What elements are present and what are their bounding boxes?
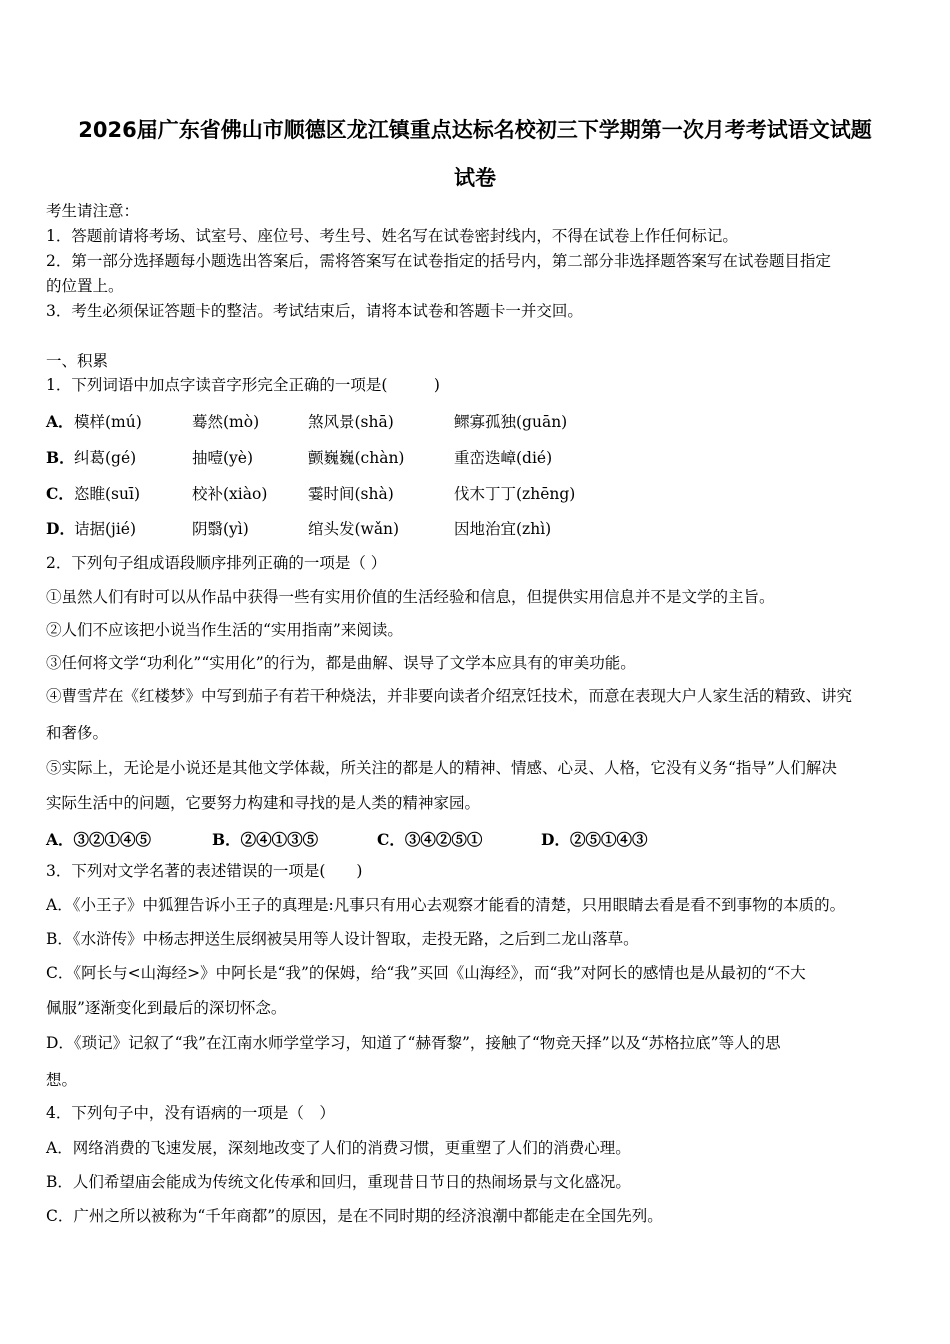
option-word: 阴翳(yì) [192,520,249,538]
question-3-line: 想。 [46,1071,78,1089]
title-line-2: 试卷 [454,166,496,190]
question-3-line: D．《琐记》记叙了“我”在江南水师学堂学习，知道了“赫胥黎”，接触了“物竞天择”以及“苏格拉底”等人的思 [46,1034,781,1052]
option-word: 重峦迭嶂(dié) [454,449,553,467]
title-line-1: 2026届广东省佛山市顺德区龙江镇重点达标名校初三下学期第一次月考考试语文试题 [78,118,872,142]
question-2-line: ⑤实际上，无论是小说还是其他文学体裁，所关注的都是人的精神、情感、心灵、人格，它没有义务“指导”人们解决 [46,759,837,777]
option-word: 恣睢(suī) [74,485,140,503]
option-word: 纠葛(gé) [74,449,137,467]
question-2-stem: 2．下列句子组成语段顺序排列正确的一项是（ ） [46,554,387,572]
section-heading: 一、积累 [46,352,109,370]
option-word: 霎时间(shà) [308,485,394,503]
option-word: 颤巍巍(chàn) [308,449,405,467]
option-word: 绾头发(wǎn) [308,520,400,538]
option-word: 抽噎(yè) [192,449,254,467]
option-word: 因地治宜(zhì) [454,520,552,538]
notice-item: 的位置上。 [46,277,124,295]
option-label: D． [46,519,75,538]
question-2-option-d: D．②⑤①④③ [541,830,648,849]
notice-item: 3．考生必须保证答题卡的整洁。考试结束后，请将本试卷和答题卡一并交回。 [46,302,583,320]
option-word: 伐木丁丁(zhēng) [454,485,576,503]
option-word: 蓦然(mò) [192,413,260,431]
option-label: C． [46,484,74,503]
question-3-line: A．《小王子》中狐狸告诉小王子的真理是:凡事只有用心去观察才能看的清楚，只用眼睛去看是看不到事物的本质的。 [46,896,846,914]
question-4-stem: 4．下列句子中，没有语病的一项是（ ） [46,1104,335,1122]
question-3-line: 佩服”逐渐变化到最后的深切怀念。 [46,999,287,1017]
option-word: 校补(xiào) [192,485,268,503]
question-2-line: ④曹雪芹在《红楼梦》中写到茄子有若干种烧法，并非要向读者介绍烹饪技术，而意在表现大户人家生活的精致、讲究 [46,687,853,705]
notice-item: 2．第一部分选择题每小题选出答案后，需将答案写在试卷指定的括号内，第二部分非选择题答案写在试卷题目指定 [46,252,831,270]
option-label: B． [46,448,75,467]
question-3-stem: 3．下列对文学名著的表述错误的一项是( ) [46,862,363,880]
question-2-line: 和奢侈。 [46,724,109,742]
question-2-line: ①虽然人们有时可以从作品中获得一些有实用价值的生活经验和信息，但提供实用信息并不是文学的主旨。 [46,588,775,606]
question-1-stem: 1．下列词语中加点字读音字形完全正确的一项是( ) [46,376,440,394]
question-2-line: 实际生活中的问题，它要努力构建和寻找的是人类的精神家园。 [46,794,481,812]
notice-item: 1．答题前请将考场、试室号、座位号、考生号、姓名写在试卷密封线内，不得在试卷上作任何标记。 [46,227,738,245]
question-3-line: B．《水浒传》中杨志押送生辰纲被吴用等人设计智取，走投无路，之后到二龙山落草。 [46,930,639,948]
option-word: 模样(mú) [74,413,142,431]
question-2-option-b: B．②④①③⑤ [212,830,319,849]
question-4-line: A．网络消费的飞速发展，深刻地改变了人们的消费习惯，更重塑了人们的消费心理。 [46,1139,631,1157]
question-4-line: B．人们希望庙会能成为传统文化传承和回归，重现昔日节日的热闹场景与文化盛况。 [46,1173,631,1191]
notice-heading: 考生请注意： [46,202,140,220]
question-4-line: C．广州之所以被称为“千年商都”的原因，是在不同时期的经济浪潮中都能走在全国先列。 [46,1207,663,1225]
question-3-line: C．《阿长与<山海经>》中阿长是“我”的保姆，给“我”买回《山海经》，而“我”对阿长的感情也是从最初的“不大 [46,964,806,982]
question-2-line: ③任何将文学“功利化”“实用化”的行为，都是曲解、误导了文学本应具有的审美功能。 [46,654,636,672]
question-2-line: ②人们不应该把小说当作生活的“实用指南”来阅读。 [46,621,403,639]
option-label: A． [46,412,74,431]
option-word: 煞风景(shā) [308,413,394,431]
option-word: 鳏寡孤独(guān) [454,413,568,431]
question-2-option-c: C．③④②⑤① [377,830,483,849]
option-word: 诘据(jié) [74,520,137,538]
question-2-option-a: A．③②①④⑤ [46,830,152,849]
